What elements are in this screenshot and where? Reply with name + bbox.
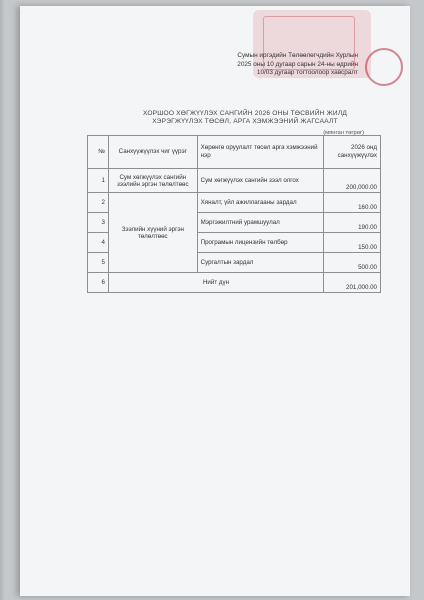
header-no: № [88,136,109,169]
row-number: 5 [88,253,109,273]
amount-cell: 190.00 [324,213,381,233]
document-page [20,6,410,596]
amount-cell: 150.00 [324,233,381,253]
title-line: ХОРШОО ХӨГЖҮҮЛЭХ САНГИЙН 2026 ОНЫ ТӨСВИЙН ЖИЛД [142,110,348,117]
document-title [115,110,375,127]
header-amount: 2026 онд санхүүжүүлэх [324,136,381,169]
measure-cell: Хяналт, үйл ажиллагааны зардал [197,193,323,213]
total-amount: 201,000.00 [324,273,381,293]
approval-line: 10/03 дугаар тогтоолоор хавсралт [256,69,358,77]
measure-cell: Програмын лицензийн төлбөр [197,233,323,253]
table-row [88,193,381,213]
row-number: 2 [88,193,109,213]
measure-cell: Мэргэжилтний урамшуулал [197,213,323,233]
total-label: Нийт дүн [108,273,323,293]
title-line: ХЭРЭГЖҮҮЛЭХ ТӨСӨЛ, АРГА ХЭМЖЭЭНИЙ ЖАГСААЛТ [152,118,338,126]
approval-line: Сумын иргэдийн Төлөөлөгчдийн Хурлын [237,52,358,59]
program-cell: Зээлийн хүүний эргэн төлөлтөөс [108,193,197,273]
amount-cell: 500.00 [324,253,381,273]
row-number: 6 [88,273,109,293]
program-cell: Сум хөгжүүлэх сангийн зээлийн эргэн төлөлтөөс [108,169,197,193]
measure-cell: Сургалтын зардал [197,253,323,273]
row-number: 3 [88,213,109,233]
round-seal [365,48,403,86]
budget-table [87,135,381,293]
approval-note [237,52,358,78]
header-program: Санхүүжүүлэх чиг үүрэг [108,136,197,169]
approval-line: 2025 оны 10 дугаар сарын 24-ны өдрийн [237,60,358,68]
amount-cell: 160.00 [324,193,381,213]
row-number: 1 [88,169,109,193]
table-row [88,169,381,193]
header-measure: Хөрөнгө оруулалт төсөл арга хэмжээний нэр [197,136,323,169]
table-header-row [88,136,381,169]
measure-cell: Сум хөгжүүлэх сангийн зээл олгох [197,169,323,193]
amount-cell: 200,000.00 [324,169,381,193]
currency-unit: (мянган төгрөг) [323,130,364,136]
row-number: 4 [88,233,109,253]
scan-edge [0,0,6,600]
table-total-row [88,273,381,293]
